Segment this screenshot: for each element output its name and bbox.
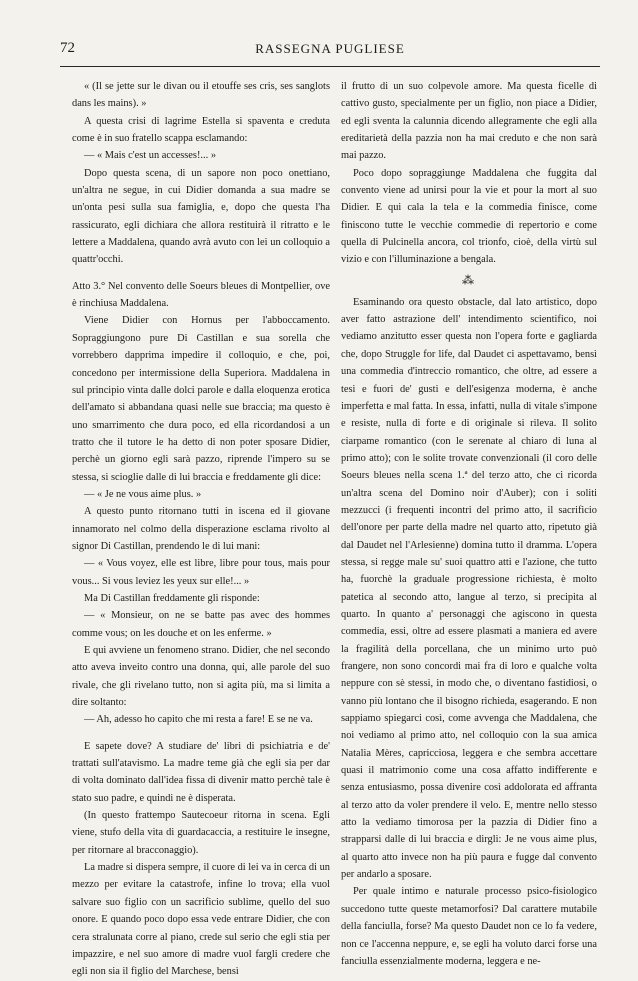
paragraph: E sapete dove? A studiare de' libri di psichiatria e de' trattati sull'atavismo. La madre teme già che egli sia per dar di volta dominato dall'idea fissa di divenir matto perchè tale è stato suo padre, e quindi ne è disperata. xyxy=(72,740,330,804)
paragraph: Viene Didier con Hornus per l'abboccamento. Sopraggiungono pure Di Castillan e sua sorella che vorrebbero dapprima impedire il colloquio, e che, poi, concedono per intermissione della Superiora. Maddalena in sul principio vinta dalle dolci parole e dalla eloquenza erotica dell'amato si abbandana quasi nelle sue braccia; ma questo è uno smarrimento che dura poco, ed ella ricordandosi a un tratto che il tutore le ha detto di non poter sposare Didier, perchè un giorno egli sarà pazzo, riprende l'impero su se stessa, si scioglie dalle di lui braccia e freddamente gli dice: xyxy=(72,315,330,483)
right-column xyxy=(341,78,597,970)
header-rule xyxy=(60,66,600,67)
paragraph: — « Mais c'est un accesses!... » xyxy=(84,150,217,162)
journal-title: RASSEGNA PUGLIESE xyxy=(255,41,405,56)
section-break-asterism: ⁂ xyxy=(462,272,476,287)
act-heading: Atto 3.° Nel convento delle Soeurs bleues di Montpellier, ove è rinchiusa Maddalena. xyxy=(72,280,330,310)
paragraph: Poco dopo sopraggiunge Maddalena che fuggita dal convento viene ad unirsi pour la vie et pour la mort al suo Didier. E qui cala la tela e la commedia finisce, come finiscono tutte le vecchie commedie di repertorio e come quella di Pulcinella ancora, col trionfo, cioè, della virtù sul vizio e con l'illuminazione a bengala. xyxy=(341,167,597,266)
paragraph: A questa crisi di lagrime Estella si spaventa e creduta come è in suo fratello scappa esclamando: xyxy=(72,115,330,145)
paragraph: — « Je ne vous aime plus. » xyxy=(84,488,202,500)
paragraph: — « Vous voyez, elle est libre, libre pour tous, mais pour vous... Si vous leviez les yeux sur elle!... » xyxy=(72,558,330,587)
paragraph: Dopo questa scena, di un sapore non poco onettiano, un'altra ne segue, in cui Didier domanda a sua madre se un'onta pesi sulla sua famiglia, e, dopo che questa l'ha rassicurato, egli dichiara che allora restituirà il ritratto e le lettere a Maddalena, quando avrà avuto con lei un colloquio a quattr'occhi. xyxy=(72,167,330,266)
page-number: 72 xyxy=(60,40,75,56)
running-header xyxy=(60,40,600,60)
paragraph: La madre si dispera sempre, il cuore di lei va in cerca di un mezzo per evitare la catastrofe, infine lo trova; ella vuol salvare suo figlio con un sacrificio sublime, quello del suo onore. E quando poco dopo essa vede entrare Didier, che con cera stralunata corre al piano, crede sul serio che egli stia per impazzire, e nel suo amore di madre vuol fargli credere che egli non sia il figlio del Marchese, bensì xyxy=(72,862,330,978)
paragraph: E qui avviene un fenomeno strano. Didier, che nel secondo atto aveva inveito contro una donna, qui, alle parole del suo rivale, che gli rivelano tutto, non si agita più, ma si limita a dire soltanto: xyxy=(72,645,330,709)
paragraph: il frutto di un suo colpevole amore. Ma questa ficelle di cattivo gusto, specialmente per un figlio, non piace a Didier, ed egli sventa la calunnia dicendo allegramente che egli alla ereditarietà della pazzia non ha mai creduto e che non sarà mai pazzo. xyxy=(341,81,597,162)
paragraph: Per quale intimo e naturale processo psico-fisiologico succedono tutte queste metamorfosi? Dal carattere mutabile della fanciulla, forse? Ma questo Daudet non ce lo fa vedere, non ce l'accenna neppure, e, se egli ha voluto darci forse una fanciulla essenzialmente moderna, leggera e ne- xyxy=(341,886,597,967)
paragraph: — « Monsieur, on ne se batte pas avec des hommes comme vous; on les douche et on les enferme. » xyxy=(72,610,330,639)
paragraph: « (Il se jette sur le divan ou il etouffe ses cris, ses sanglots dans les mains). » xyxy=(72,81,330,110)
paragraph: (In questo frattempo Sautecoeur ritorna in scena. Egli viene, stufo della vita di guardacaccia, a restituire le insegne, per ritornare al bracconaggio). xyxy=(72,810,330,856)
paragraph: Esaminando ora questo obstacle, dal lato artistico, dopo aver fatto astrazione dell' intendimento scientifico, noi vediamo anzitutto esser questa non l'opera forte e gagliarda che, dopo Struggle for life, dal Daudet ci aspettavamo, bensì una commedia d'intreccio romantico, che oltre, ad essere a tesi e fuori de' gusti e dell'esigenza moderna, è anche imperfetta e mal fatta. In essa, infatti, nulla di vitale s'impone e resiste, nulla di forte e di originale si rileva. Il solito ciarpame romantico (con le serenate al chiaro di luna al primo atto); con le solite trovate convenzionali (il coro delle Soeurs bleues nella scena 1.ª del terzo atto, che ci ricorda un'altra scena del Domino noir d'Auber); con i soliti mezzucci (i frequenti incontri del primo atto, il sacrificio dell'onore per parte della madre nel quarto atto, ripetuto già dal Daudet nel l'Arlesienne) domina tutto il dramma. L'opera stessa, si regge male su' suoi quattro atti e l'azione, che tutto ha, fuorchè la graduale progressione richiesta, è molto patetica al secondo atto, langue al terzo, si precipita al quarto. In quanto a' personaggi che agiscono in questa commedia, essi, oltre ad essere plasmati a maniera ed avere la fragilità della porcellana, che un minimo urto può frangere, non sono concordi mai fra di loro e qualche volta neppure con sè stessi, in modo che, o diventano fastidiosi, o vanno più lontano che il bisogno richieda, esagerando. E non sappiamo spiegarci così, come avvenga che Maddalena, che noi vediamo al primo atto, nel colloquio con la sua amica Natalia Mères, capricciosa, leggera e che sembra accettare quasi il matrimonio come una cosa affatto indifferente e senza entusiasmo, possa divenire così addolorata ed affranta al terzo atto da voler prendere il velo. E, mentre nello stesso atto la vediamo timorosa per la pazzia di Didier fino a strapparsi dalle di lui braccia e dirgli: Je ne vous aime plus, al quarto atto invece non ha più paura e fugge dal convento per andarlo a sposare. xyxy=(341,296,597,881)
paragraph: Ma Di Castillan freddamente gli risponde: xyxy=(84,592,260,604)
paragraph: A questo punto ritornano tutti in iscena ed il giovane innamorato nel colmo della disperazione esclama rivolto al signor Di Castillan, prendendo le di lui mani: xyxy=(72,506,330,552)
paragraph: — Ah, adesso ho capito che mi resta a fare! E se ne va. xyxy=(84,714,313,726)
left-column xyxy=(72,78,330,981)
